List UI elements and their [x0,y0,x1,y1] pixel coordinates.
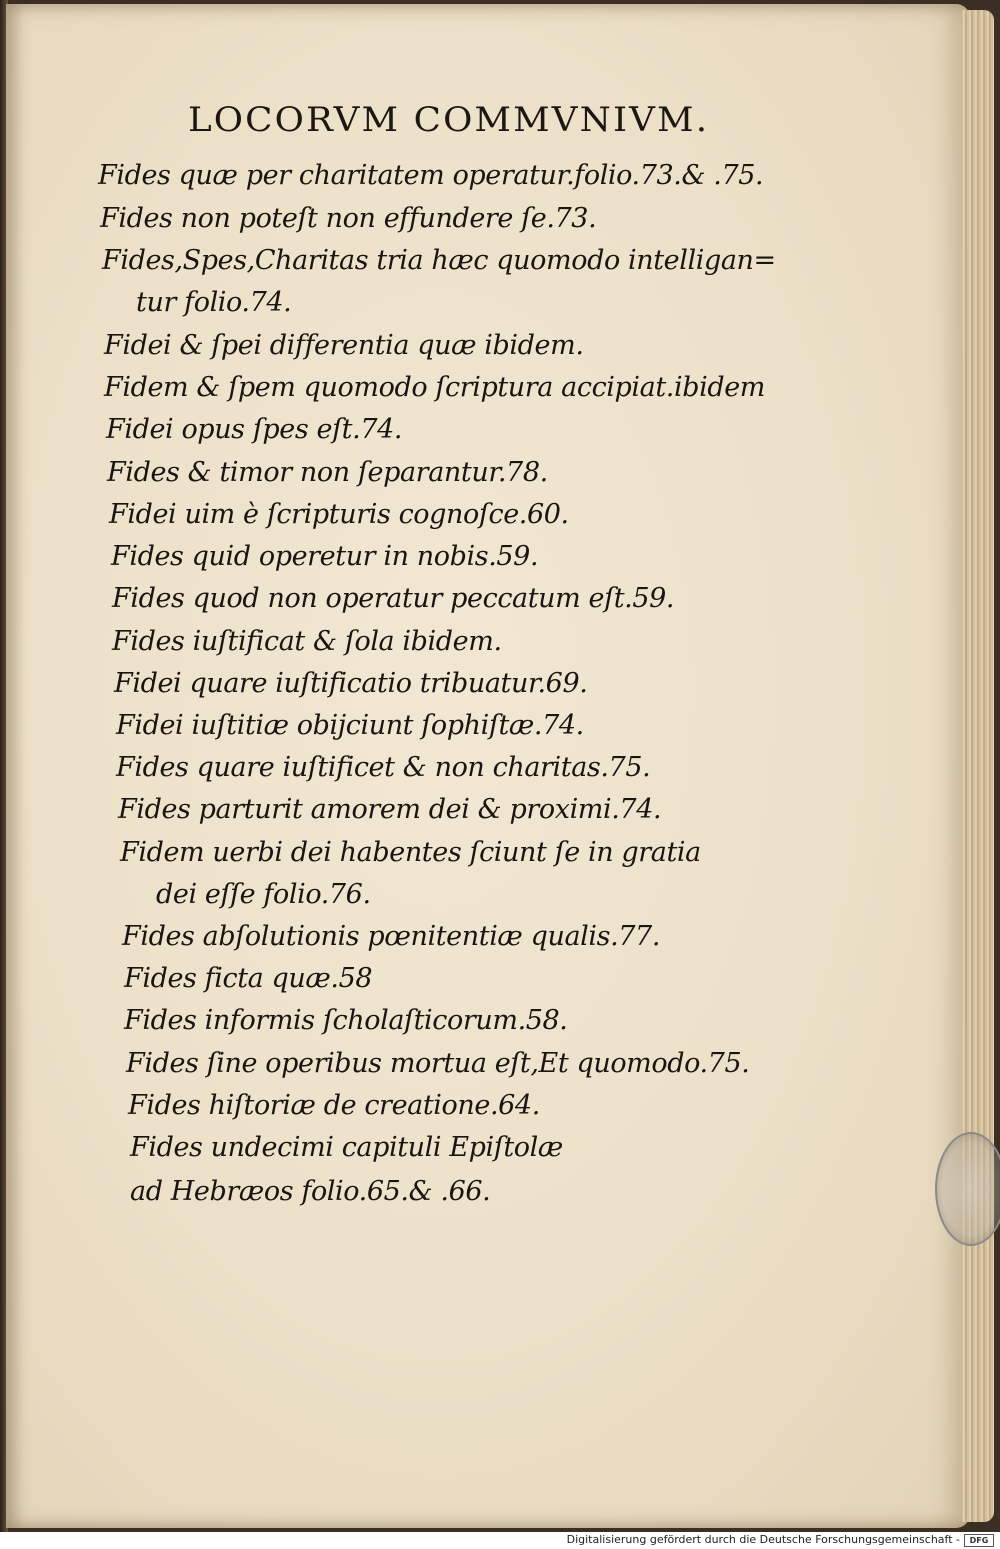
index-entry: Fides undecimi capituli Epiſtolæ [130,1132,563,1163]
funding-credit: Digitalisierung gefördert durch die Deutsche Forschungsgemeinschaft - [566,1533,960,1546]
index-entry: Fides non poteſt non effundere ſe.73. [100,203,597,234]
index-entry: Fides & timor non ſeparantur.78. [107,457,548,488]
index-entry: Fidem & ſpem quomodo ſcriptura accipiat.ibidem [104,372,765,403]
footer-bar [0,1532,1000,1549]
index-entry: Fides iuſtificat & ſola ibidem. [112,626,502,657]
index-entry: Fidem uerbi dei habentes ſciunt ſe in gratia [120,837,701,868]
index-entry: Fidei uim è ſcripturis cognoſce.60. [109,499,569,530]
index-entry: Fides informis ſcholaſticorum.58. [124,1005,568,1036]
index-entry: dei eſſe folio.76. [156,879,371,910]
index-entry: Fides quare iuſtificet & non charitas.75. [116,752,651,783]
index-entry: Fides quæ per charitatem operatur.folio.73.& .75. [98,160,764,191]
index-entry: Fides hiſtoriæ de creatione.64. [128,1090,540,1121]
index-entry: Fides parturit amorem dei & proximi.74. [118,794,662,825]
index-entry: Fidei quare iuſtificatio tribuatur.69. [114,668,588,699]
index-entry: Fides ſine operibus mortua eſt,Et quomodo.75. [126,1048,750,1079]
running-head: LOCORVM COMMVNIVM. [188,100,710,140]
index-entry: Fides abſolutionis pœnitentiæ qualis.77. [122,921,661,952]
index-entry: Fides quod non operatur peccatum eſt.59. [112,583,675,614]
index-entry: Fides ficta quæ.58 [124,963,373,994]
index-entry: ad Hebræos folio.65.& .66. [130,1176,491,1207]
index-entry: Fidei opus ſpes eſt.74. [106,414,403,445]
index-entry: Fides,Spes,Charitas tria hæc quomodo intelligan= [102,245,776,276]
index-entry: Fides quid operetur in nobis.59. [111,541,539,572]
index-entry: Fidei & ſpei differentia quæ ibidem. [104,330,584,361]
index-entry: tur folio.74. [136,287,292,318]
index-entry: Fidei iuſtitiæ obijciunt ſophiſtæ.74. [116,710,584,741]
dfg-logo: DFG [964,1534,994,1547]
